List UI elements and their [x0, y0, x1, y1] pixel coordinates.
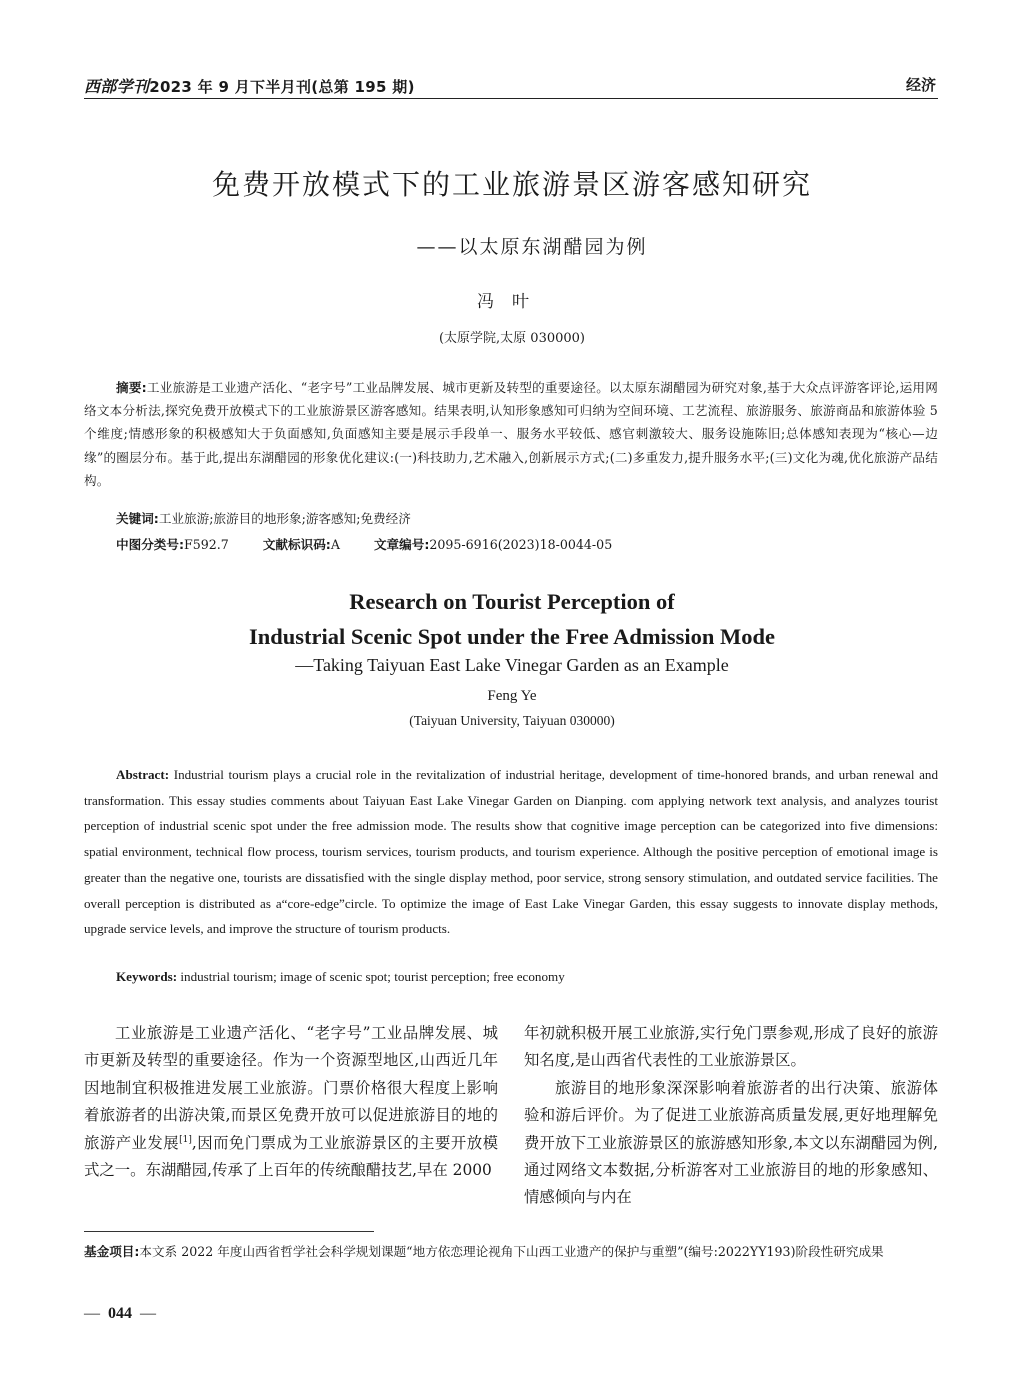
abstract-en-label: Abstract: [116, 767, 170, 782]
subtitle-zh: ——以太原东湖醋园为例 [416, 236, 648, 258]
page-dash-right: — [140, 1305, 156, 1322]
keywords-en-text: industrial tourism; image of scenic spot; tourist perception; free economy [180, 969, 565, 984]
running-header-left [84, 74, 415, 97]
page-number [84, 1305, 156, 1323]
header-rule [84, 98, 938, 99]
author-zh: 冯叶 [477, 292, 547, 312]
footnote-text: 本文系 2022 年度山西省哲学社会科学规划课题“地方依恋理论视角下山西工业遗产的保护与重塑”(编号:2022YY193)阶段性研究成果 [139, 1244, 884, 1259]
doc-code-label: 文献标识码: [262, 537, 331, 552]
title-en [0, 584, 1024, 654]
title-en-line2: Industrial Scenic Spot under the Free Admission Mode [248, 624, 776, 649]
journal-logo: 西部学刊 [84, 77, 150, 96]
keywords-en [116, 969, 565, 985]
abstract-en-text: Industrial tourism plays a crucial role in the revitalization of industrial heritage, development of time-honored brands, and urban renewal and transformation. This essay studies comments about Taiyuan East Lake Vinegar Garden on Dianping. com applying network text analysis, and analyzes tourist perception of industrial scenic spot under the free admission mode. The results show that cognitive image perception can be categorized into five dimensions: spatial environment, technical flow process, tourism services, tourism products, and tourism experience. Although the positive perception of emotional image is greater than the negative one, tourists are dissatisfied with the single display method, poor service, strong sensory stimulation, and outdated service facilities. The overall perception is distributed as a“core-edge”circle. To optimize the image of East Lake Vinegar Garden, this essay suggests to innovate display methods, upgrade service levels, and improve the structure of tourism products. [84, 767, 938, 937]
title-en-line1: Research on Tourist Perception of [349, 589, 675, 614]
issue-info: 2023 年 9 月下半月刊(总第 195 期) [149, 78, 415, 96]
abstract-zh [84, 376, 938, 492]
keywords-zh [116, 508, 411, 527]
article-no-label: 文章编号: [373, 537, 430, 552]
page-dash-left: — [84, 1305, 100, 1322]
classification-zh [116, 534, 612, 553]
keywords-en-label: Keywords: [116, 969, 178, 984]
title-zh: 免费开放模式下的工业旅游景区游客感知研究 [211, 168, 812, 201]
abstract-zh-label: 摘要: [116, 380, 147, 395]
subtitle-en: —Taking Taiyuan East Lake Vinegar Garden as an Example [295, 655, 729, 675]
body-paragraph [84, 1020, 498, 1184]
page-number-value: 044 [108, 1305, 132, 1322]
clc-value: F592.7 [184, 537, 229, 552]
body-paragraph: 旅游目的地形象深深影响着旅游者的出行决策、旅游体验和游后评价。为了促进工业旅游高质量发展,更好地理解免费开放下工业旅游景区的旅游感知形象,本文以东湖醋园为例,通过网络文本数据,分析游客对工业旅游目的地的形象感知、情感倾向与内在 [524, 1078, 938, 1207]
citation-ref[interactable]: [1] [179, 1134, 192, 1145]
abstract-en [84, 762, 938, 942]
affiliation-en: (Taiyuan University, Taiyuan 030000) [409, 713, 615, 728]
doc-code-value: A [330, 537, 340, 552]
abstract-zh-text: 工业旅游是工业遗产活化、“老字号”工业品牌发展、城市更新及转型的重要途径。以太原东湖醋园为研究对象,基于大众点评游客评论,运用网络文本分析法,探究免费开放模式下的工业旅游景区游客感知。结果表明,认知形象感知可归纳为空间环境、工艺流程、旅游服务、旅游商品和旅游体验 5 个维度;情感形象的积极感知大于负面感知,负面感知主要是展示手段单一、服务水平较低、感官刺激较大、服务设施陈旧;总体感知表现为“核心—边缘”的圈层分布。基于此,提出东湖醋园的形象优化建议:(一)科技助力,艺术融入,创新展示方式;(二)多重发力,提升服务水平;(三)文化为魂,优化旅游产品结构。 [84, 380, 939, 488]
affiliation-zh: (太原学院,太原 030000) [438, 331, 586, 346]
body-paragraph: 年初就积极开展工业旅游,实行免门票参观,形成了良好的旅游知名度,是山西省代表性的工业旅游景区。 [524, 1024, 938, 1070]
footnote [84, 1240, 938, 1263]
body-left-text: 工业旅游是工业遗产活化、“老字号”工业品牌发展、城市更新及转型的重要途径。作为一个资源型地区,山西近几年因地制宜积极推进发展工业旅游。门票价格很大程度上影响着旅游者的出游决策,而景区免费开放可以促进旅游目的地的旅游产业发展 [84, 1024, 498, 1152]
keywords-zh-label: 关键词: [116, 511, 159, 526]
footnote-label: 基金项目: [84, 1244, 140, 1259]
article-no-value: 2095-6916(2023)18-0044-05 [429, 537, 613, 552]
body-column-right [524, 1020, 938, 1212]
footnote-rule [84, 1231, 374, 1232]
author-en: Feng Ye [487, 688, 537, 704]
body-column-left [84, 1020, 498, 1184]
keywords-zh-text: 工业旅游;旅游目的地形象;游客感知;免费经济 [158, 511, 411, 526]
section-name: 经济 [905, 76, 936, 94]
body-left-text-cont: ,因而免门票成为工业旅游景区的主要开放模式之一。东湖醋园,传承了上百年的传统酿醋技艺,早在 2000 [84, 1133, 498, 1180]
clc-label: 中图分类号: [116, 537, 185, 552]
